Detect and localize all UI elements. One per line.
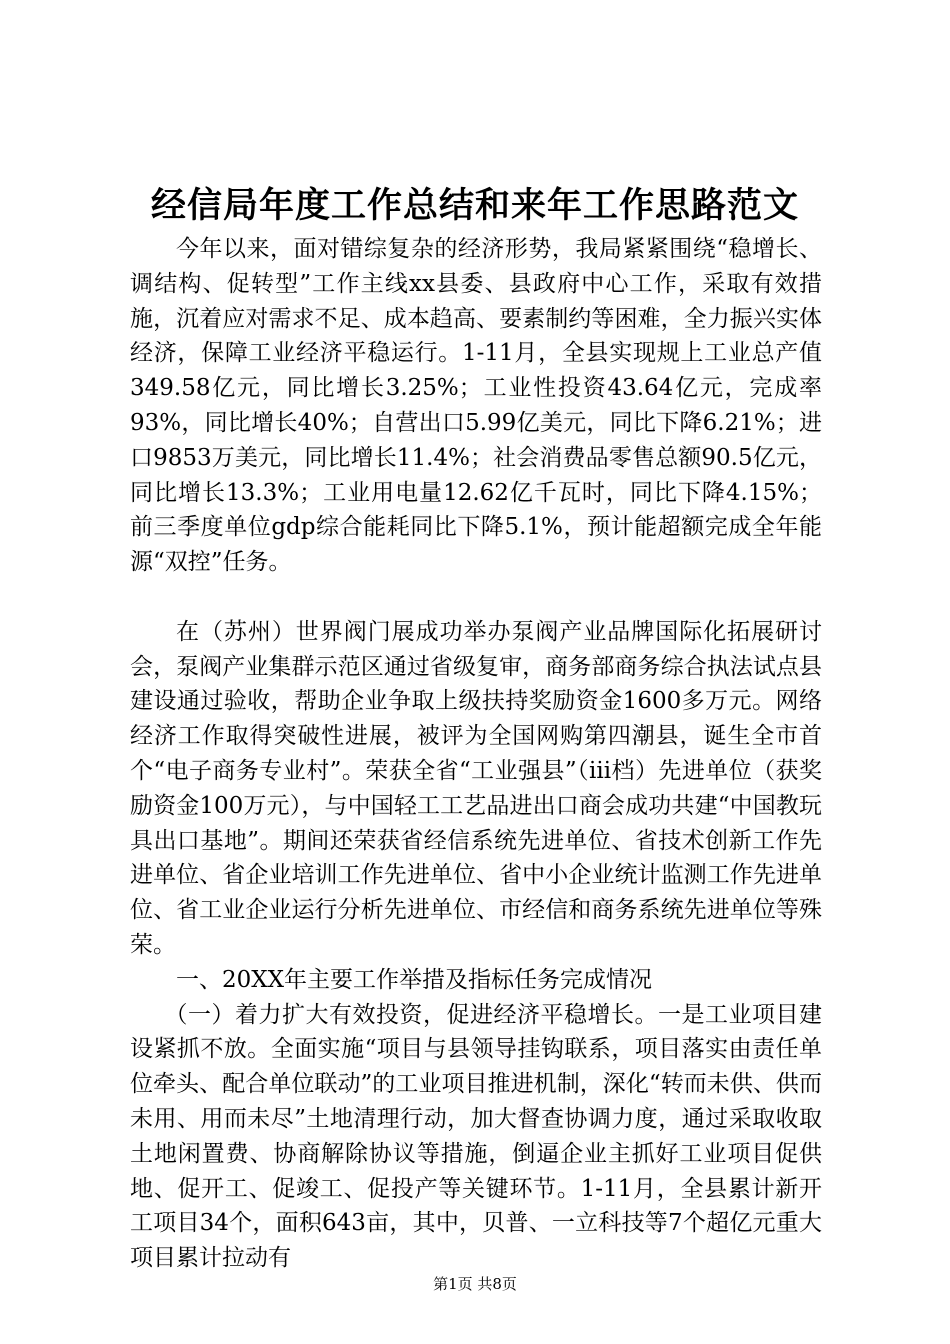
paragraph-investment: （一）着力扩大有效投资，促进经济平稳增长。一是工业项目建设紧抓不放。全面实施“项目与县领导挂钩联系，项目落实由责任单位牵头、配合单位联动”的工业项目推进机制，深化“转而未供、供而未用、用而未尽”土地清理行动，加大督查协调力度，通过采取收取土地闲置费、协商解除协议等措施，倒逼企业主抓好工业项目促供地、促开工、促竣工、促投产等关键环节。1-11月，全县累计新开工项目34个，面积643亩，其中，贝普、一立科技等7个超亿元重大项目累计拉动有 [130, 1001, 822, 1272]
document-title: 经信局年度工作总结和来年工作思路范文 [150, 185, 799, 226]
document-body [130, 232, 822, 1276]
page-footer: 第1页 共8页 [433, 1275, 517, 1293]
paragraph-intro: 今年以来，面对错综复杂的经济形势，我局紧紧围绕“稳增长、调结构、促转型”工作主线xx县委、县政府中心工作，采取有效措施，沉着应对需求不足、成本趋高、要素制约等困难，全力振兴实体经济，保障工业经济平稳运行。1-11月，全县实现规上工业总产值349.58亿元，同比增长3.25%；工业性投资43.64亿元，完成率93%，同比增长40%；自营出口5.99亿美元，同比下降6.21%；进口9853万美元，同比增长11.4%；社会消费品零售总额90.5亿元，同比增长13.3%；工业用电量12.62亿千瓦时，同比下降4.15%；前三季度单位gdp综合能耗同比下降5.1%，预计能超额完成全年能源“双控”任务。 [130, 236, 822, 576]
paragraph-achievements: 在（苏州）世界阀门展成功举办泵阀产业品牌国际化拓展研讨会，泵阀产业集群示范区通过省级复审，商务部商务综合执法试点县建设通过验收，帮助企业争取上级扶持奖励资金1600多万元。网络经济工作取得突破性进展，被评为全国网购第四潮县，诞生全市首个“电子商务专业村”。荣获全省“工业强县”（iii档）先进单位（获奖励资金100万元），与中国轻工工艺品进出口商会成功共建“中国教玩具出口基地”。期间还荣获省经信系统先进单位、省技术创新工作先进单位、省企业培训工作先进单位、省中小企业统计监测工作先进单位、省工业企业运行分析先进单位、市经信和商务系统先进单位等殊荣。 [130, 618, 822, 958]
section-heading: 一、20XX年主要工作举措及指标任务完成情况 [176, 966, 653, 993]
